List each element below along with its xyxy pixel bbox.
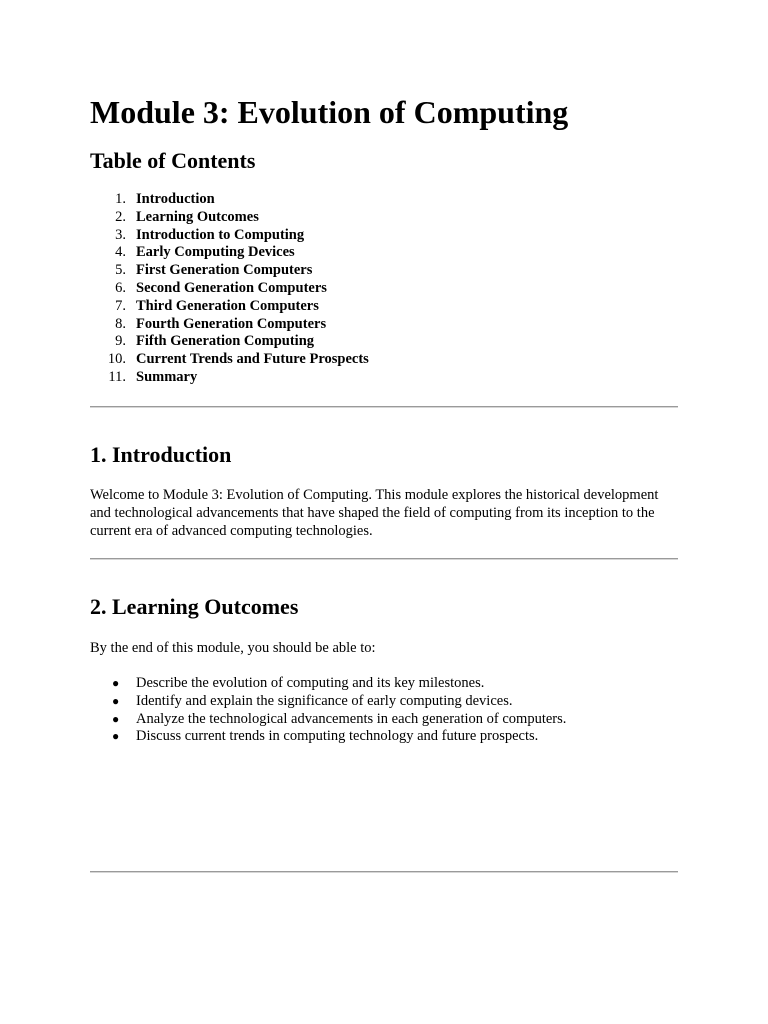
toc-item-number: 1 . bbox=[90, 191, 126, 209]
horizontal-divider bbox=[90, 406, 678, 408]
bullet-icon: ● bbox=[112, 729, 120, 744]
toc-item-label[interactable]: Introduction bbox=[136, 191, 215, 207]
list-item-text: Analyze the technological advancements in each generation of computers. bbox=[136, 710, 567, 727]
learning-outcomes-intro: By the end of this module, you should be able to: bbox=[90, 640, 376, 656]
toc-item-number: 6 . bbox=[90, 280, 126, 298]
toc-item-number: 11 . bbox=[90, 369, 126, 387]
toc-item-label[interactable]: Third Generation Computers bbox=[136, 297, 319, 314]
toc-item-number: 5 . bbox=[90, 262, 126, 280]
horizontal-divider bbox=[90, 871, 678, 873]
toc-item-label[interactable]: Fifth Generation Computing bbox=[136, 333, 315, 350]
toc-item-number: 2 . bbox=[90, 209, 126, 227]
toc-item-label[interactable]: Fourth Generation Computers bbox=[136, 315, 327, 332]
section-heading-learning-outcomes: 2. Learning Outcomes bbox=[90, 594, 299, 619]
bullet-icon: ● bbox=[112, 693, 120, 708]
toc-item-number: 4 . bbox=[90, 244, 126, 262]
introduction-paragraph: Welcome to Module 3: Evolution of Computing. This module explores the historical development and technological advancements that have shaped the field of computing from its inception to the current era of advanced computing technologies. bbox=[90, 487, 659, 539]
list-item-text: Identify and explain the significance of early computing devices. bbox=[136, 692, 513, 709]
list-item-text: Discuss current trends in computing technology and future prospects. bbox=[136, 728, 539, 745]
toc-item-label[interactable]: Learning Outcomes bbox=[136, 208, 259, 225]
toc-item-number: 9 . bbox=[90, 333, 126, 351]
toc-item-number: 10 . bbox=[90, 351, 126, 369]
page-title: Module 3: Evolution of Computing bbox=[90, 94, 569, 130]
toc-item-label[interactable]: Early Computing Devices bbox=[136, 244, 295, 261]
horizontal-divider bbox=[90, 558, 678, 560]
bullet-icon: ● bbox=[112, 676, 120, 690]
toc-item-number: 8 . bbox=[90, 316, 126, 334]
toc-item-label[interactable]: First Generation Computers bbox=[136, 262, 313, 279]
list-item-text: Describe the evolution of computing and its key milestones. bbox=[136, 675, 485, 691]
bullet-icon: ● bbox=[112, 711, 120, 726]
toc-item-label[interactable]: Current Trends and Future Prospects bbox=[136, 351, 369, 368]
toc-item-number: 7 . bbox=[90, 298, 126, 316]
section-heading-introduction: 1. Introduction bbox=[90, 442, 232, 467]
toc-item-label[interactable]: Introduction to Computing bbox=[136, 226, 305, 243]
toc-heading: Table of Contents bbox=[90, 148, 256, 173]
toc-item-label[interactable]: Second Generation Computers bbox=[136, 279, 327, 296]
toc-item-label[interactable]: Summary bbox=[136, 368, 198, 385]
toc-item-number: 3 . bbox=[90, 227, 126, 245]
